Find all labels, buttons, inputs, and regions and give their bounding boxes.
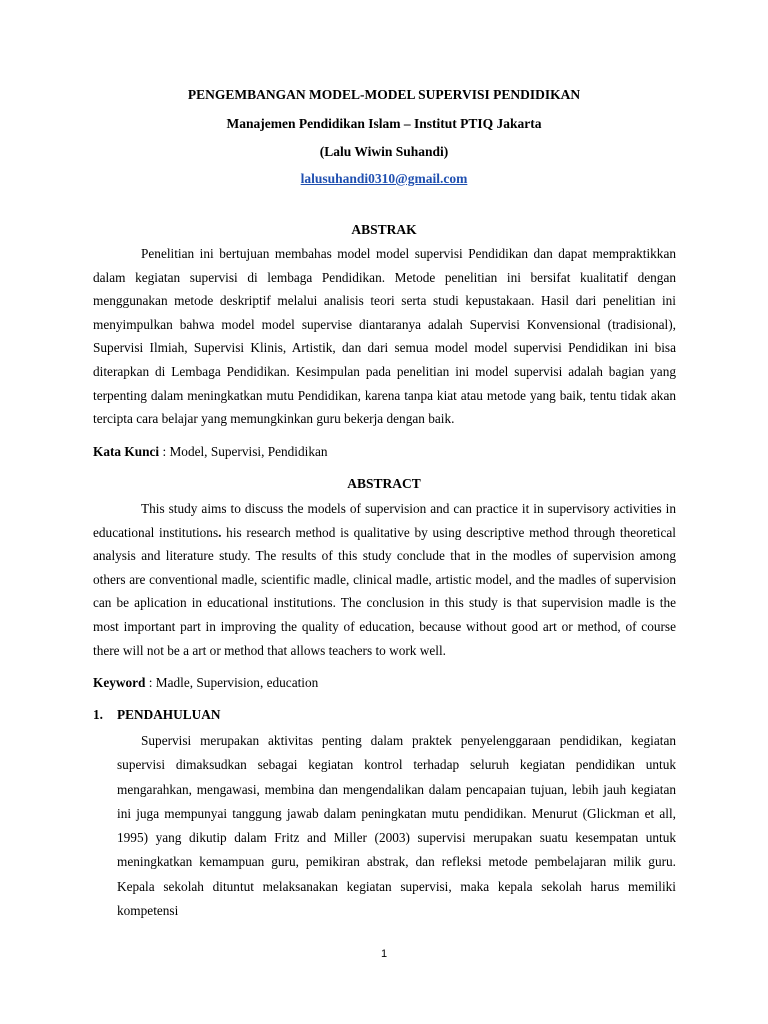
section-title: PENDAHULUAN	[117, 707, 221, 722]
keyword-values: : Madle, Supervision, education	[145, 675, 319, 690]
abstract-body-part1: This study aims to discuss the models of supervision and can practice it in supervisory activities in educational institutions	[93, 501, 676, 540]
paper-title: PENGEMBANGAN MODEL-MODEL SUPERVISI PENDIDIKAN	[187, 87, 581, 102]
abstract-heading: ABSTRACT	[347, 476, 421, 491]
kata-kunci-label: Kata Kunci	[93, 444, 160, 459]
author-email-link[interactable]: lalusuhandi0310@gmail.com	[300, 171, 468, 186]
section-heading	[93, 707, 220, 723]
keyword-line	[93, 675, 318, 691]
author-name: (Lalu Wiwin Suhandi)	[319, 144, 449, 159]
kata-kunci-values: : Model, Supervisi, Pendidikan	[159, 444, 328, 459]
section-body: Supervisi merupakan aktivitas penting dalam praktek penyelenggaraan pendidikan, kegiatan supervisi dimaksudkan sebagai kegiatan kontrol terhadap seluruh kegiatan pendidikan untuk mengarahkan, mengawasi, membina dan mengendalikan dalam pencapaian tujuan, lebih jauh kegiatan ini juga mempunyai tanggung jawab dalam peningkatan mutu pendidikan. Menurut (Glickman et all, 1995) yang dikutip dalam Fritz and Miller (2003) supervisi merupakan suatu kesempatan untuk meningkatkan kemampuan guru, pemikiran abstrak, dan refleksi metode pembelajaran milik guru. Kepala sekolah dituntut melaksanakan kegiatan supervisi, maka kepala sekolah harus memiliki kompetensi	[117, 733, 676, 919]
affiliation: Manajemen Pendidikan Islam – Institut PTIQ Jakarta	[226, 116, 542, 131]
abstract-body-part2: his research method is qualitative by using descriptive method through theoretical analysis and literature study. The results of this study conclude that in the modles of supervision among others are conventional madle, scientific madle, clinical madle, artistic model, and the madles of supervision can be aplication in educational institutions. The conclusion in this study is that supervision madle is the most important part in improving the quality of education, because without good art or method, of course there will not be a art or method that allows teachers to work well.	[93, 524, 676, 658]
abstract-body	[93, 497, 676, 662]
kata-kunci-line	[93, 444, 328, 460]
section-number: 1.	[93, 707, 103, 722]
page-number: 1	[380, 948, 388, 960]
abstract-body-dot: .	[218, 524, 222, 540]
keyword-label: Keyword	[93, 675, 146, 690]
abstrak-body: Penelitian ini bertujuan membahas model model supervisi Pendidikan dan dapat mempraktikkan dalam kegiatan supervisi di lembaga Pendidikan. Metode penelitian ini bersifat kualitatif dengan menggunakan metode deskriptif melalui analisis teori serta studi kepustakaan. Hasil dari penelitian ini menyimpulkan bahwa model model supervise diantaranya adalah Supervisi Konvensional (tradisional), Supervisi Ilmiah, Supervisi Klinis, Artistik, dan dari semua model model supervisi Pendidikan ini bisa diterapkan di Lembaga Pendidikan. Kesimpulan pada penelitian ini model supervisi adalah bagian yang terpenting dalam meningkatkan mutu Pendidikan, karena tanpa kiat atau metode yang baik, tentu tidak akan tercipta cara belajar yang memungkinkan guru bekerja dengan baik.	[93, 246, 676, 427]
abstrak-heading: ABSTRAK	[351, 222, 417, 237]
